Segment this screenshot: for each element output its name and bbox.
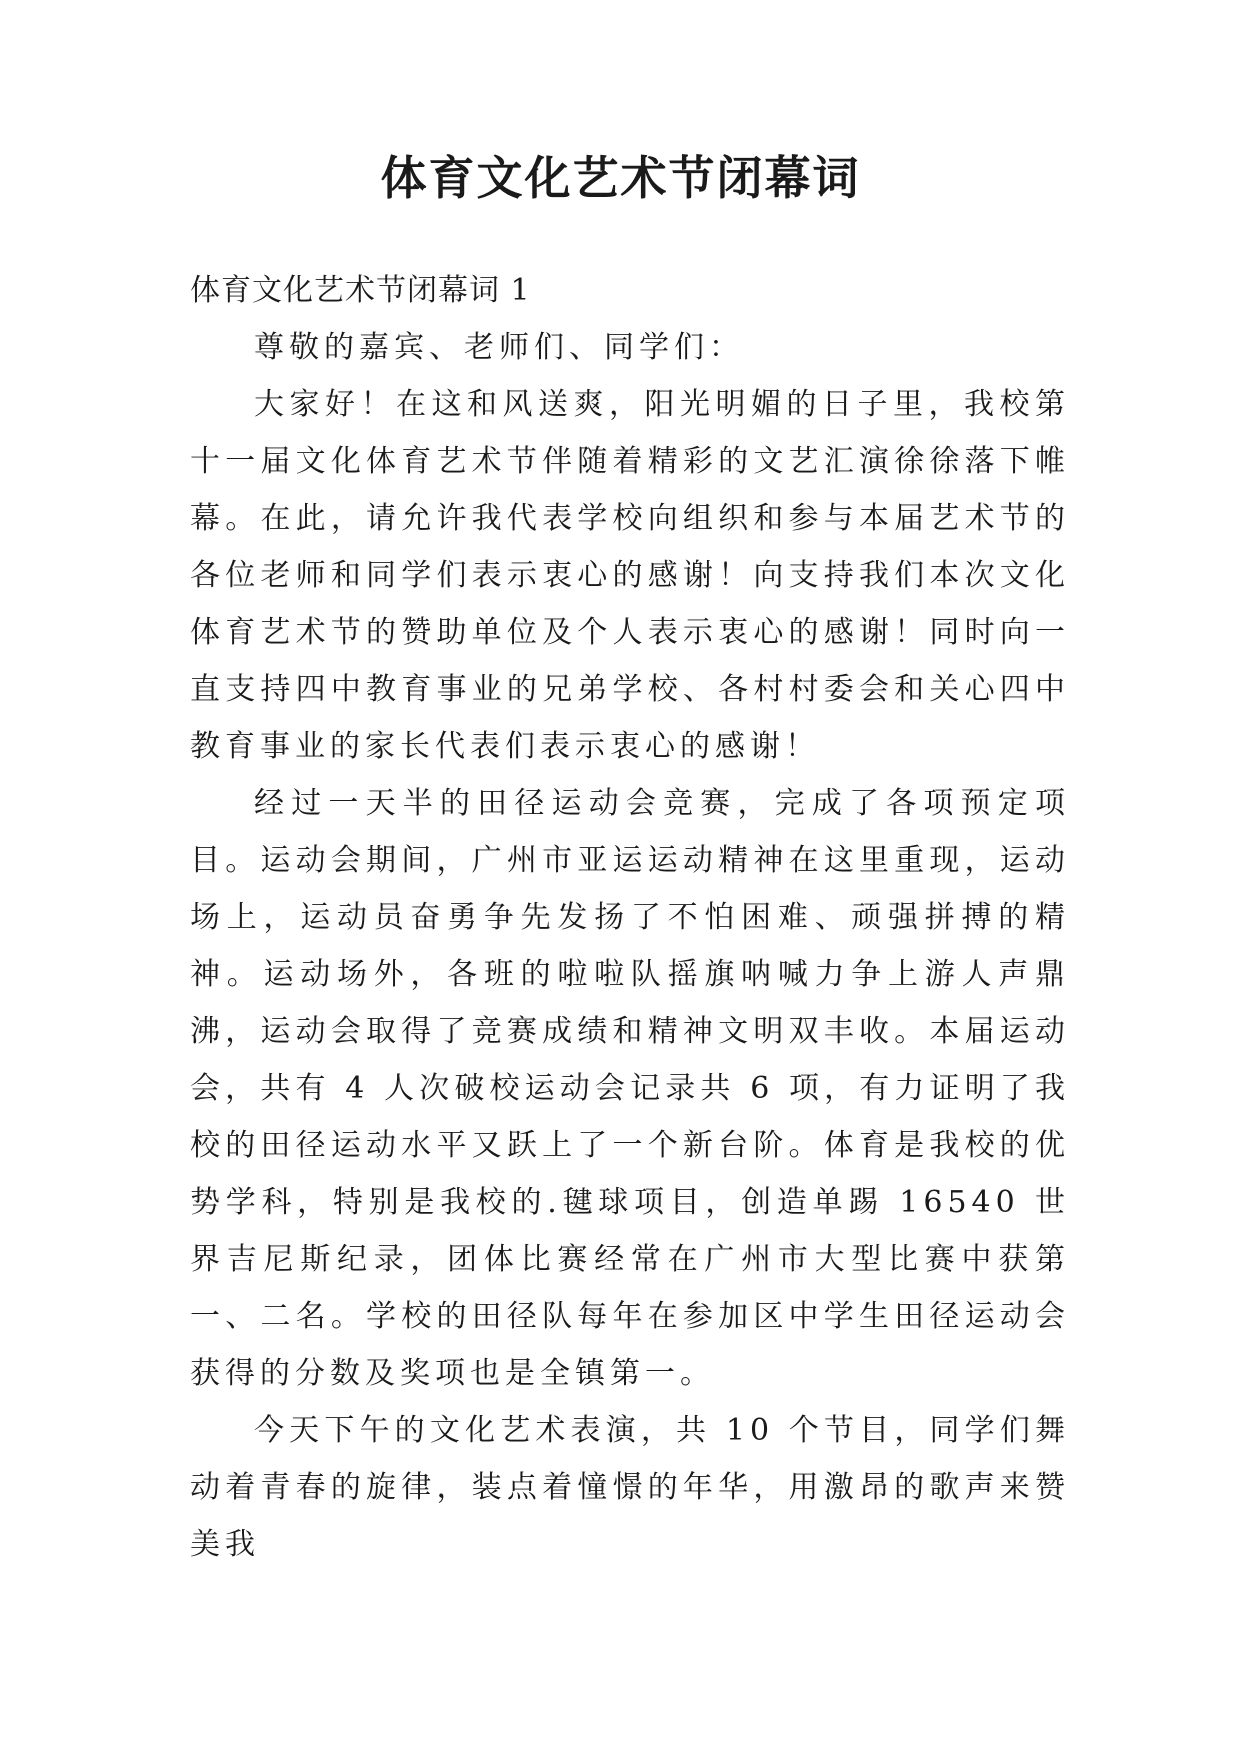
paragraph-greeting: 尊敬的嘉宾、老师们、同学们： — [254, 330, 744, 365]
paragraph-sports-meet: 经过一天半的田径运动会竞赛，完成了各项预定项目。运动会期间，广州市亚运运动精神在这里重现，运动场上，运动员奋勇争先发扬了不怕困难、顽强拼搏的精神。运动场外，各班的啦啦队摇旗呐喊力争上游人声鼎沸，运动会取得了竞赛成绩和精神文明双丰收。本届运动会，共有 4 人次破校运动会记录共 6 项，有力证明了我校的田径运动水平又跃上了一个新台阶。体育是我校的优势学科，特别是我校的.毽球项目，创造单踢 16540 世界吉尼斯纪录，团体比赛经常在广州市大型比赛中获第一、二名。学校的田径队每年在参加区中学生田径运动会获得的分数及奖项也是全镇第一。 — [190, 786, 1070, 1391]
paragraph-opening: 大家好！在这和风送爽，阳光明媚的日子里，我校第十一届文化体育艺术节伴随着精彩的文艺汇演徐徐落下帷幕。在此，请允许我代表学校向组织和参与本届艺术节的各位老师和同学们表示衷心的感谢！向支持我们本次文化体育艺术节的赞助单位及个人表示衷心的感谢！同时向一直支持四中教育事业的兄弟学校、各村村委会和关心四中教育事业的家长代表们表示衷心的感谢！ — [190, 387, 1070, 764]
paragraph-performance: 今天下午的文化艺术表演，共 10 个节目，同学们舞动着青春的旋律，装点着憧憬的年华，用激昂的歌声来赞美我 — [190, 1413, 1070, 1562]
document-body — [190, 262, 1070, 1573]
section-heading: 体育文化艺术节闭幕词 1 — [190, 273, 531, 308]
document-title: 体育文化艺术节闭幕词 — [380, 151, 861, 205]
